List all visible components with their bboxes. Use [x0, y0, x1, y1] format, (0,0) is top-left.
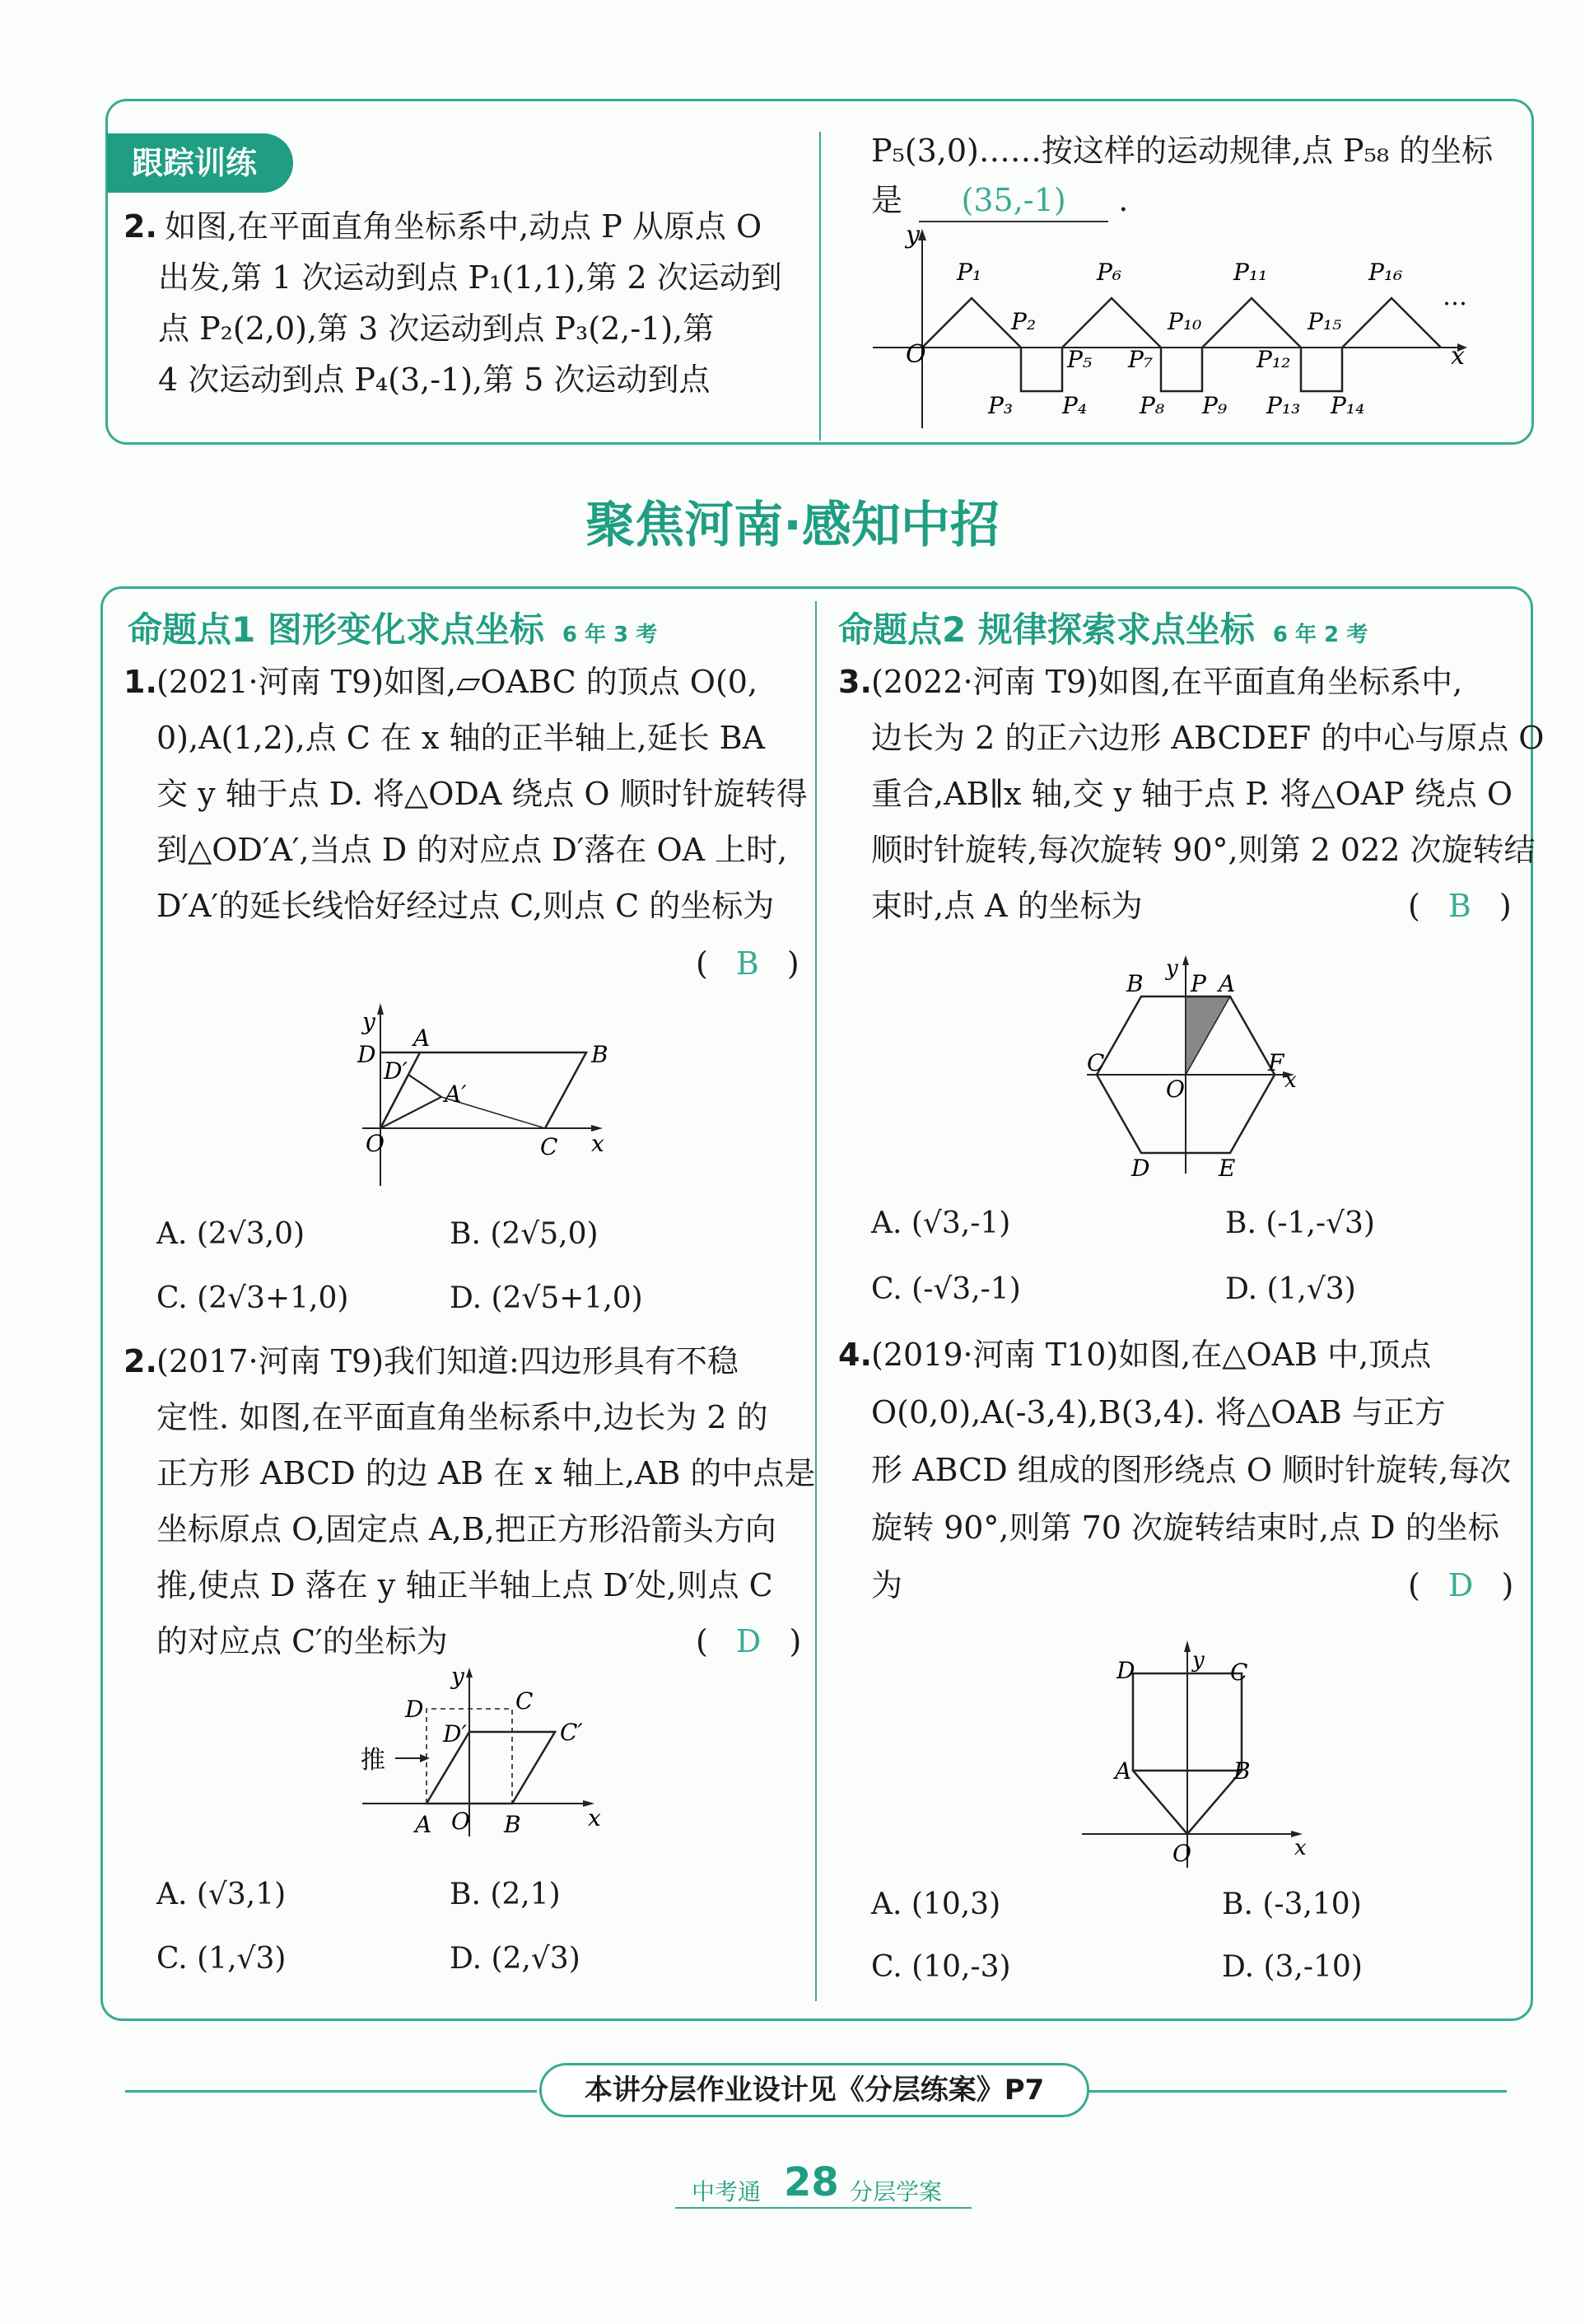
right-section-title	[838, 603, 1368, 652]
label-y: y	[906, 222, 920, 250]
svg-text:y: y	[451, 1668, 464, 1690]
left-section-title	[128, 603, 657, 652]
q1-answer: B	[735, 945, 759, 982]
q2-option-b[interactable]: B. (2,1)	[450, 1878, 561, 1911]
svg-text:x: x	[1284, 1068, 1297, 1093]
svg-text:D: D	[357, 1041, 376, 1068]
svg-text:D: D	[405, 1696, 424, 1723]
svg-text:C: C	[1230, 1659, 1248, 1686]
label-origin: O	[906, 340, 926, 369]
q1-line: 到△OD′A′,当点 D 的对应点 D′落在 OA 上时,	[156, 832, 788, 868]
q3-option-b[interactable]: B. (-1,-√3)	[1225, 1206, 1375, 1240]
label-p4: P₄	[1062, 392, 1088, 419]
label-p12: P₁₂	[1256, 346, 1291, 373]
svg-text:A′: A′	[445, 1080, 467, 1108]
answer-prefix: 是	[871, 182, 903, 218]
svg-text:A: A	[1219, 970, 1236, 997]
q2-option-d[interactable]: D. (2,√3)	[450, 1942, 580, 1976]
q-line: 出发,第 1 次运动到点 P₁(1,1),第 2 次运动到	[158, 259, 782, 296]
label-p3: P₃	[988, 392, 1014, 419]
svg-text:C: C	[515, 1687, 534, 1715]
svg-text:B: B	[591, 1041, 608, 1068]
label-p9: P₉	[1202, 392, 1228, 419]
q-line: 4 次运动到点 P₄(3,-1),第 5 次运动到点	[158, 362, 711, 398]
svg-text:推: 推	[361, 1746, 385, 1775]
svg-text:B: B	[504, 1811, 521, 1838]
q4-line: 形 ABCD 组成的图形绕点 O 顺时针旋转,每次	[871, 1452, 1512, 1488]
label-p1: P₁	[957, 259, 982, 286]
fill-answer: (35,-1)	[919, 180, 1108, 222]
q3-line: 边长为 2 的正六边形 ABCDEF 的中心与原点 O	[871, 720, 1545, 756]
label-p6: P₆	[1097, 259, 1122, 286]
q4-option-d[interactable]: D. (3,-10)	[1222, 1950, 1363, 1984]
q2-line: 推,使点 D 落在 y 轴正半轴上点 D′处,则点 C	[156, 1567, 773, 1603]
svg-text:F: F	[1268, 1049, 1284, 1076]
svg-text:O: O	[366, 1130, 385, 1157]
label-p7: P₇	[1128, 346, 1154, 373]
q-number: 2.	[124, 208, 157, 245]
main-divider	[815, 601, 817, 2001]
svg-text:O: O	[1172, 1840, 1191, 1867]
q1-option-c[interactable]: C. (2√3+1,0)	[156, 1281, 349, 1315]
q2-option-a[interactable]: A. (√3,1)	[156, 1878, 287, 1911]
q2-line: 的对应点 C′的坐标为	[156, 1623, 448, 1659]
q-line: 如图,在平面直角坐标系中,动点 P 从原点 O	[165, 208, 762, 245]
svg-text:D: D	[1116, 1657, 1135, 1684]
footer-line-left	[125, 2090, 537, 2093]
svg-text:y: y	[362, 1008, 375, 1035]
label-p2: P₂	[1011, 308, 1037, 335]
q4-figure	[1070, 1639, 1317, 1869]
q1-option-d[interactable]: D. (2√5+1,0)	[450, 1281, 643, 1315]
label-dots: …	[1443, 282, 1467, 311]
svg-text:O: O	[1166, 1076, 1185, 1103]
answer-suffix: .	[1118, 182, 1129, 218]
footer-banner[interactable]: 本讲分层作业设计见《分层练案》P7	[539, 2063, 1089, 2117]
q4-option-c[interactable]: C. (10,-3)	[871, 1950, 1011, 1984]
q2-option-c[interactable]: C. (1,√3)	[156, 1942, 287, 1976]
label-p13: P₁₃	[1266, 392, 1301, 419]
q2-figure	[354, 1668, 634, 1841]
svg-text:y: y	[1166, 956, 1178, 981]
tracking-right-line2	[871, 171, 1128, 229]
section-heading: 聚焦河南·感知中招	[585, 497, 1000, 554]
svg-text:P: P	[1191, 970, 1206, 997]
svg-text:x: x	[1294, 1836, 1307, 1860]
q1-line: D′A′的延长线恰好经过点 C,则点 C 的坐标为	[156, 888, 775, 924]
q3-option-a[interactable]: A. (√3,-1)	[871, 1206, 1011, 1240]
svg-text:A: A	[413, 1024, 431, 1052]
q4-answer: D	[1447, 1567, 1474, 1603]
q1-line: 交 y 轴于点 D. 将△ODA 绕点 O 顺时针旋转得	[156, 776, 808, 812]
q2-answer-bracket: ( D )	[696, 1623, 802, 1659]
page-number: 28	[784, 2159, 839, 2205]
q1-line: 0),A(1,2),点 C 在 x 轴的正半轴上,延长 BA	[156, 720, 766, 756]
svg-text:A: A	[415, 1811, 432, 1838]
q3-line: 顺时针旋转,每次旋转 90°,则第 2 022 次旋转结	[871, 832, 1536, 868]
q4-line: O(0,0),A(-3,4),B(3,4). 将△OAB 与正方	[871, 1394, 1446, 1430]
svg-text:D: D	[1131, 1155, 1150, 1178]
q4-line: 为	[871, 1567, 903, 1603]
svg-text:B: B	[1233, 1757, 1251, 1785]
svg-text:A: A	[1115, 1757, 1132, 1785]
brand-left: 中考通	[692, 2178, 762, 2205]
q3-option-c[interactable]: C. (-√3,-1)	[871, 1272, 1021, 1306]
q2-number: 2.	[124, 1343, 157, 1379]
q3-line: 束时,点 A 的坐标为	[871, 888, 1143, 924]
svg-text:E: E	[1219, 1155, 1236, 1178]
brand-right: 分层学案	[850, 2178, 943, 2205]
motion-graph	[865, 222, 1523, 436]
tracking-divider	[819, 132, 821, 441]
right-section-tag: 6 年 2 考	[1272, 623, 1368, 647]
q2-answer: D	[735, 1623, 762, 1659]
q1-figure	[329, 996, 626, 1194]
right-section-label: 命题点2 规律探索求点坐标	[838, 609, 1255, 650]
svg-text:C′: C′	[560, 1719, 583, 1746]
label-x: x	[1451, 342, 1465, 371]
svg-text:x: x	[588, 1804, 601, 1832]
svg-text:x: x	[591, 1130, 604, 1157]
svg-text:C: C	[540, 1133, 558, 1160]
q2-line: 正方形 ABCD 的边 AB 在 x 轴上,AB 的中点是	[156, 1455, 816, 1491]
label-p15: P₁₅	[1308, 308, 1342, 335]
q3-option-d[interactable]: D. (1,√3)	[1225, 1272, 1356, 1306]
left-section-tag: 6 年 3 考	[562, 623, 658, 647]
svg-text:O: O	[451, 1808, 470, 1835]
label-p10: P₁₀	[1168, 308, 1202, 335]
q1-line: (2021·河南 T9)如图,▱OABC 的顶点 O(0,	[156, 664, 758, 700]
svg-text:y: y	[1192, 1648, 1205, 1673]
page-footer	[675, 2158, 972, 2209]
q-line: 点 P₂(2,0),第 3 次运动到点 P₃(2,-1),第	[158, 310, 715, 347]
svg-text:B: B	[1126, 970, 1144, 997]
label-p14: P₁₄	[1331, 392, 1365, 419]
q4-number: 4.	[838, 1337, 872, 1373]
label-p5: P₅	[1067, 346, 1093, 373]
q3-line: (2022·河南 T9)如图,在平面直角坐标系中,	[871, 664, 1463, 700]
q4-option-a[interactable]: A. (10,3)	[871, 1888, 1001, 1921]
q4-line: (2019·河南 T10)如图,在△OAB 中,顶点	[871, 1337, 1432, 1373]
q2-line: 坐标原点 O,固定点 A,B,把正方形沿箭头方向	[156, 1511, 776, 1547]
q1-number: 1.	[124, 664, 157, 700]
tracking-right-line1: P₅(3,0)……按这样的运动规律,点 P₅₈ 的坐标	[871, 133, 1494, 169]
svg-text:D′: D′	[384, 1057, 408, 1085]
q1-answer-bracket: ( B )	[696, 945, 799, 982]
q4-line: 旋转 90°,则第 70 次旋转结束时,点 D 的坐标	[871, 1510, 1499, 1546]
q3-answer-bracket: ( B )	[1408, 888, 1512, 924]
svg-text:C: C	[1087, 1049, 1105, 1076]
label-p11: P₁₁	[1233, 259, 1268, 286]
q2-line: 定性. 如图,在平面直角坐标系中,边长为 2 的	[156, 1399, 768, 1435]
tracking-badge: 跟踪训练	[107, 133, 293, 193]
svg-text:D′: D′	[443, 1720, 467, 1748]
q3-line: 重合,AB∥x 轴,交 y 轴于点 P. 将△OAP 绕点 O	[871, 776, 1513, 812]
q3-answer: B	[1447, 888, 1471, 924]
q1-option-b[interactable]: B. (2√5,0)	[450, 1217, 599, 1251]
label-p16: P₁₆	[1368, 259, 1403, 286]
q1-option-a[interactable]: A. (2√3,0)	[156, 1217, 305, 1251]
q3-figure	[1070, 955, 1317, 1178]
q2-line: (2017·河南 T9)我们知道:四边形具有不稳	[156, 1343, 739, 1379]
q4-answer-bracket: ( D )	[1408, 1567, 1514, 1603]
q3-number: 3.	[838, 664, 872, 700]
q4-option-b[interactable]: B. (-3,10)	[1222, 1888, 1362, 1921]
footer-line-right	[1087, 2090, 1507, 2093]
label-p8: P₈	[1140, 392, 1165, 419]
left-section-label: 命题点1 图形变化求点坐标	[128, 609, 544, 650]
